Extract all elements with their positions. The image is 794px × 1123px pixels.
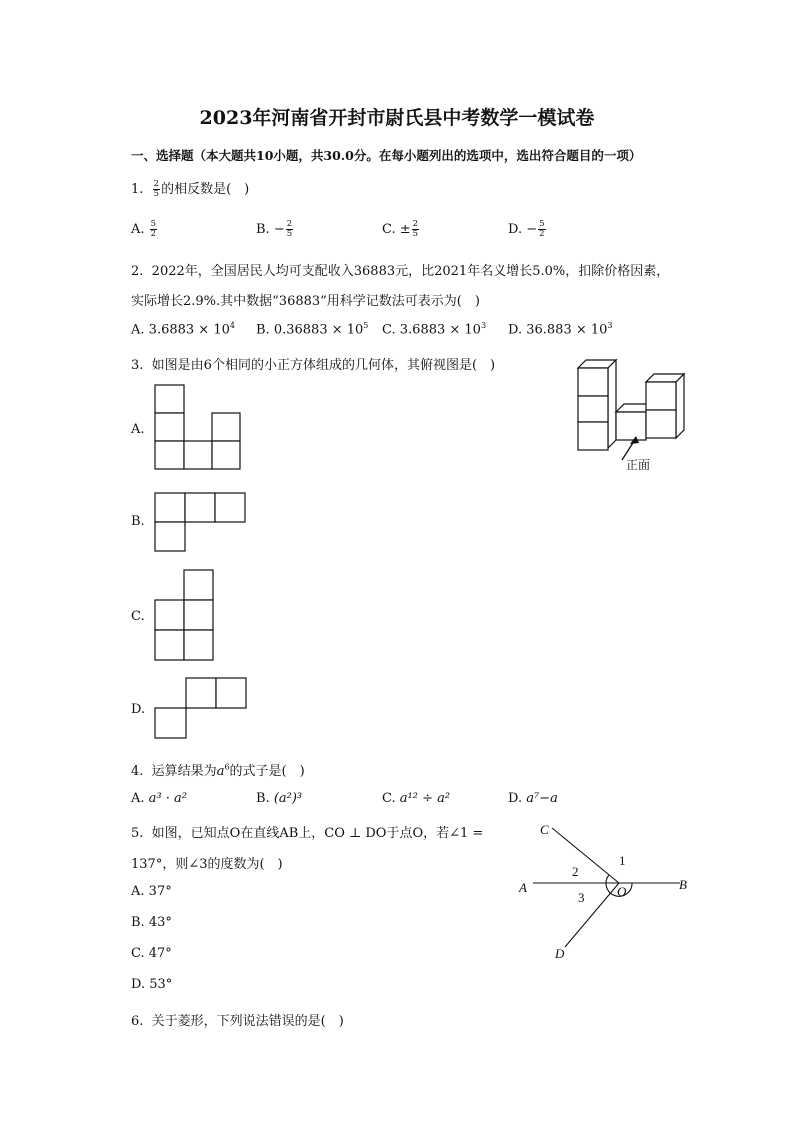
q1-option-b[interactable]: B. − $\frac{2}{5}$ <box>256 219 293 239</box>
question-5-line1: 5. 如图，已知点O在直线AB上，CO ⊥ DO于点O，若∠1 = <box>131 826 484 841</box>
fraction: $\frac{2}{5}$ <box>153 179 160 199</box>
q3-option-b-grid <box>155 493 247 553</box>
angle-figure <box>515 820 705 965</box>
question-6: 6. 关于菱形，下列说法错误的是( ) <box>131 1014 344 1029</box>
question-4: 4. 运算结果为$a^6$的式子是( ) <box>131 762 305 779</box>
point-o-label: O <box>617 884 627 899</box>
page-title: 2023年河南省开封市尉氏县中考数学一模试卷 <box>199 107 595 129</box>
q5-option-d[interactable]: D. 53° <box>131 977 173 992</box>
q3-option-c-grid <box>155 570 217 663</box>
question-text: 的相反数是( ) <box>161 182 250 197</box>
q4-option-d[interactable]: D. a⁷−a <box>508 791 558 806</box>
question-3: 3. 如图是由6个相同的小正方体组成的几何体，其俯视图是( ) <box>131 358 496 373</box>
q4-option-c[interactable]: C. a¹² ÷ a² <box>382 791 451 806</box>
q3-option-d-grid <box>155 678 249 740</box>
q2-option-a[interactable]: A. $3.6883 \times 10^4$ <box>131 321 235 338</box>
point-d-label: D <box>555 946 565 961</box>
q1-option-a[interactable]: A. $\frac{5}{2}$ <box>131 219 157 239</box>
point-b-label: B <box>679 877 687 892</box>
angle-1-label: 1 <box>619 853 626 868</box>
q2-option-b[interactable]: B. $0.36883 \times 10^5$ <box>256 321 369 338</box>
figure-label-front: 正面 <box>626 458 651 472</box>
question-1 <box>131 178 249 199</box>
q1-option-d[interactable]: D. − $\frac{5}{2}$ <box>508 219 545 239</box>
question-5-line2: 137°，则∠3的度数为( ) <box>131 857 283 872</box>
question-2-line2: 实际增长2.9%.其中数据“36883”用科学记数法可表示为( ) <box>131 294 480 309</box>
q2-option-c[interactable]: C. $3.6883 \times 10^3$ <box>382 321 487 338</box>
q3-option-a-grid <box>155 385 245 471</box>
q3-option-a-label[interactable]: A. <box>131 422 145 437</box>
q5-option-c[interactable]: C. 47° <box>131 946 172 961</box>
question-2-line1: 2. 2022年，全国居民人均可支配收入36883元，比2021年名义增长5.0%，扣除价格因素， <box>131 264 670 279</box>
section-heading: 一、选择题（本大题共10小题，共30.0分。在每小题列出的选项中，选出符合题目的一项） <box>131 148 642 163</box>
q4-option-b[interactable]: B. (a²)³ <box>256 791 303 806</box>
angle-3-label: 3 <box>578 890 585 905</box>
q4-option-a[interactable]: A. a³ · a² <box>131 791 187 806</box>
question-number: 1. <box>131 182 144 197</box>
q2-option-d[interactable]: D. $36.883 \times 10^3$ <box>508 321 613 338</box>
point-a-label: A <box>519 880 527 895</box>
q1-option-c[interactable]: C. ± $\frac{2}{5}$ <box>382 219 419 239</box>
point-c-label: C <box>540 822 549 837</box>
q3-option-b-label[interactable]: B. <box>131 514 145 529</box>
q5-option-a[interactable]: A. 37° <box>131 884 172 899</box>
q3-option-c-label[interactable]: C. <box>131 609 145 624</box>
q5-option-b[interactable]: B. 43° <box>131 915 172 930</box>
q3-option-d-label[interactable]: D. <box>131 702 146 717</box>
angle-2-label: 2 <box>572 864 579 879</box>
